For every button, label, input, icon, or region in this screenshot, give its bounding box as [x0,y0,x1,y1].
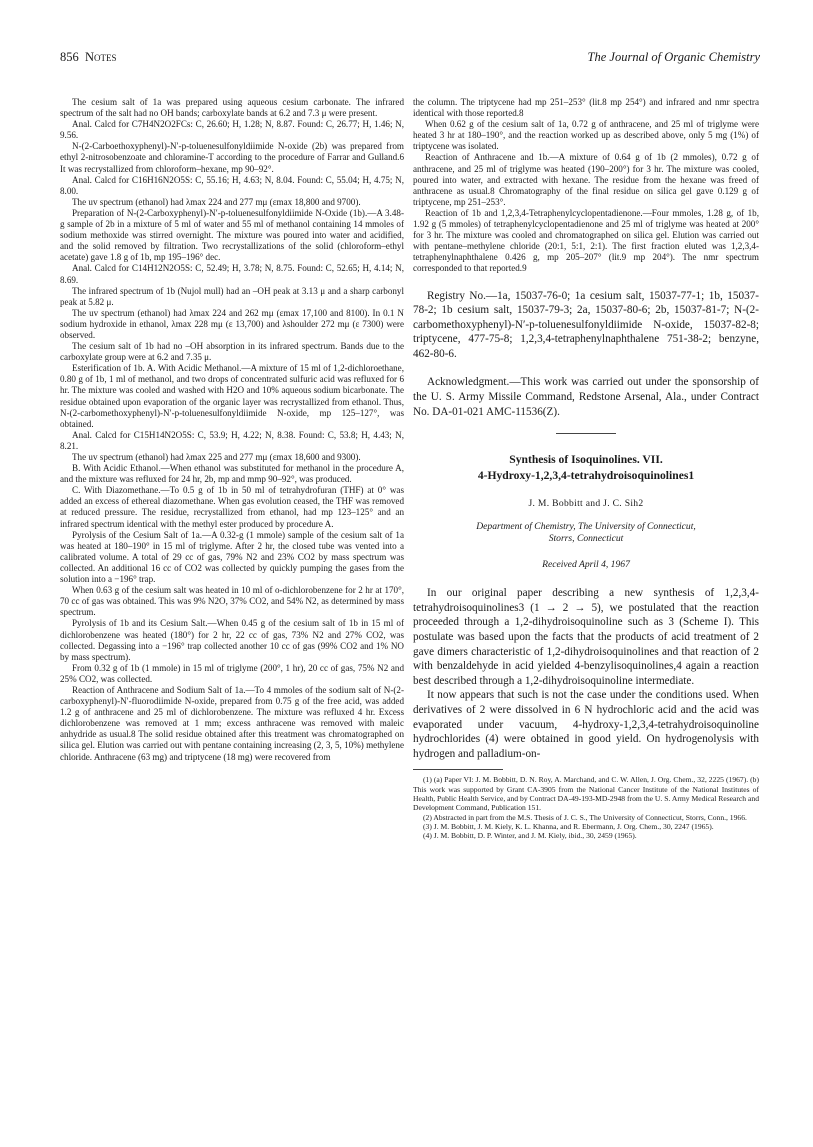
affiliation-line1: Department of Chemistry, The University of Connecticut, [476,521,696,533]
paragraph: The cesium salt of 1b had no –OH absorption in its infrared spectrum. Bands due to the carboxylate group were at 6.2 and 7.35 μ. [60,341,404,363]
paragraph: Anal. Calcd for C14H12N2O5S: C, 52.49; H, 3.78; N, 8.75. Found: C, 52.65; H, 4.14; N, 8.69. [60,263,404,285]
paragraph: Reaction of Anthracene and Sodium Salt of 1a.—To 4 mmoles of the sodium salt of N-(2-carboxyphenyl)-N′-fluorodiimide N-oxide, prepared from 0.75 g of the free acid, was added 1.2 g of anthracene and 25 ml of dichlorobenzene. The mixture was refluxed 4 hr. Excess dichlorobenzene was removed at 1 mm; excess anthracene was removed with maleic anhydride as usual.8 The solid residue obtained after this treatment was chromatographed on silica gel. Elution was carried out with pentane containing increasing (2, 3, 5, 10%) methylene chloride. Anthracene (63 mg) and triptycene (18 mg) were recovered from [60,684,404,762]
paragraph: The uv spectrum (ethanol) had λmax 225 and 277 mμ (εmax 18,600 and 9300). [72,452,361,462]
right-column [413,97,759,840]
paragraph: Reaction of 1b and 1,2,3,4-Tetraphenylcyclopentadienone.—Four mmoles, 1.28 g, of 1b, 1.92 g (5 mmoles) of tetraphenylcyclopentadienone and 25 ml of triglyme was heated at 200° for 3 hr. The mixture was cooled and chromatographed on silica gel. Elution was carried out with pentane–methylene chloride (20:1, 5:1, 2:1). The first fraction eluted was 1,2,3,4-tetraphenylnaphthalene 0.426 g, mp 205–207° (lit.9 mp 204°). The nmr spectrum corresponded to that reported.9 [413,207,759,274]
paragraph: Anal. Calcd for C16H16N2O5S: C, 55.16; H, 4.63; N, 8.04. Found: C, 55.04; H, 4.75; N, 8.00. [60,174,404,196]
paragraph: Pyrolysis of the Cesium Salt of 1a.—A 0.32-g (1 mmole) sample of the cesium salt of 1a was heated at 180–190° in 15 ml of triglyme. After 2 hr, the closed tube was vented into a calibrated volume. A total of 29 cc of gas, 79% N2 and 23% CO2 by mass spectrum was collected. An additional 16 cc of CO2 was collected by quickly pumping the gases from the solution into a −196° trap. [60,529,404,585]
affiliation-line2: Storrs, Connecticut [548,533,624,545]
paragraph: Esterification of 1b. A. With Acidic Methanol.—A mixture of 15 ml of 1,2-dichloroethane, 0.80 g of 1b, 1 ml of methanol, and two drops of concentrated sulfuric acid was refluxed for 6 hr. The mixture was cooled and washed with H2O and 10% aqueous sodium bicarbonate. The residue obtained upon evaporation of the organic layer was recrystallized from ethanol. Thus, N-(2-carbomethoxyphenyl)-N′-p-toluenesulfonyldiimide N-oxide, mp 125–127°, was obtained. [60,363,404,429]
paragraph: C. With Diazomethane.—To 0.5 g of 1b in 50 ml of tetrahydrofuran (THF) at 0° was added an excess of ethereal diazomethane. When gas evolution ceased, the THF was removed at reduced pressure. The residue, recrystallized from ethanol, had mp 123–125° and an infrared spectrum identical with the methyl ester produced by procedure A. [60,485,404,529]
paragraph: Preparation of N-(2-Carboxyphenyl)-N′-p-toluenesulfonyldiimide N-Oxide (1b).—A 3.48-g sample of 2b in a mixture of 5 ml of water and 55 ml of methanol containing 14 mmoles of sodium methoxide was stirred overnight. The mixture was poured into water and acidified, and the solid removed by filtration. Two recrystallizations of the solid (chloroform–ethyl acetate) gave 1.8 g of 1b, mp 195–196° dec. [60,207,404,263]
paragraph: B. With Acidic Ethanol.—When ethanol was substituted for methanol in the procedure A, and the mixture was refluxed for 24 hr, 2b, mp and mmp 90–92°, was produced. [60,463,404,485]
paragraph: The infrared spectrum of 1b (Nujol mull) had an –OH peak at 3.13 μ and a sharp carbonyl peak at 5.82 μ. [60,285,404,307]
paragraph: the column. The triptycene had mp 251–253° (lit.8 mp 254°) and infrared and nmr spectra identical with those reported.8 [413,97,759,119]
section-name: Notes [85,50,117,64]
paragraph: When 0.63 g of the cesium salt was heated in 10 ml of o-dichlorobenzene for 2 hr at 170°, 70 cc of gas was obtained. This was 9% N2O, 37% CO2, and 54% N2, as determined by mass spectrum. [60,585,404,618]
left-column [60,97,404,763]
paragraph: Anal. Calcd for C7H4N2O2FCs: C, 26.60; H, 1.28; N, 8.87. Found: C, 26.77; H, 1.46; N, 9.56. [60,119,404,141]
acknowledgment: Acknowledgment.—This work was carried out under the sponsorship of the U. S. Army Missile Command, Redstone Arsenal, Ala., under Contract No. DA-01-021 AMC-11536(Z). [413,376,759,418]
section-divider [556,433,616,434]
article-title-line2: 4-Hydroxy-1,2,3,4-tetrahydroisoquinolines1 [477,469,695,483]
page-number-and-section [60,50,117,65]
page-number: 856 [60,50,79,64]
article-title-line1: Synthesis of Isoquinolines. VII. [509,453,663,467]
received-date: Received April 4, 1967 [542,559,630,571]
paragraph: Reaction of Anthracene and 1b.—A mixture of 0.64 g of 1b (2 mmoles), 0.72 g of anthracene, and 25 ml of triglyme was heated (190–200°) for 3 hr. The mixture was cooled, poured into water, and extracted with hexane. The residue from the hexane was freed of anthracene as usual.8 Chromatography of the final residue on silica gel gave 0.129 g of triptycene, mp 251–253°. [413,152,759,207]
paragraph: N-(2-Carboethoxyphenyl)-N′-p-toluenesulfonyldiimide N-oxide (2b) was prepared from ethyl 2-nitrosobenzoate and chloramine-T according to the procedure of Farrar and Gulland.6 It was recrystallized from chloroform–hexane, mp 90–92°. [60,141,404,174]
paragraph: The cesium salt of 1a was prepared using aqueous cesium carbonate. The infrared spectrum of the salt had no OH bands; carboxylate bands at 6.2 and 7.3 μ were present. [60,97,404,119]
article-authors: J. M. Bobbitt and J. C. Sih2 [528,498,644,510]
journal-name: The Journal of Organic Chemistry [587,50,760,64]
article-paragraph: In our original paper describing a new synthesis of 1,2,3,4-tetrahydroisoquinolines3 (1 → 2 → 5), we postulated that the reaction proceeded through a 1,2-dihydroisoquinoline such as 3 (Scheme I). This postulate was based upon the facts that the products of acid treatment of 2 gave dimers characteristic of 1,2-dihydroisoquinolines and that reaction of 2 with benzaldehyde in acid yielded 4-benzylisoquinolines,4 again a reaction best described through a 1,2-dihydroisoquinoline intermediate. [413,587,759,687]
footnote: (3) J. M. Bobbitt, J. M. Kiely, K. L. Khanna, and R. Ebermann, J. Org. Chem., 30, 2247 (1965). [423,821,714,831]
footnote: (1) (a) Paper VI: J. M. Bobbitt, D. N. Roy, A. Marchand, and C. W. Allen, J. Org. Chem., 32, 2225 (1967). (b) This work was supported by Grant CA-3905 from the National Cancer Institute of the National Institutes of Health, Public Health Service, and by Contract DA-49-193-MD-2948 from the U. S. Army Medical Research and Development Command, Publication 151. [413,775,759,813]
page-header [60,50,760,72]
footnote: (4) J. M. Bobbitt, D. P. Winter, and J. M. Kiely, ibid., 30, 2459 (1965). [423,831,637,841]
paragraph: The uv spectrum (ethanol) had λmax 224 and 277 mμ (εmax 18,800 and 9700). [72,196,361,207]
paragraph: The uv spectrum (ethanol) had λmax 224 and 262 mμ (εmax 17,100 and 8100). In 0.1 N sodium hydroxide in ethanol, λmax 228 mμ (ε 13,700) and λshoulder 272 mμ (ε 7300) were observed. [60,307,404,340]
paragraph: From 0.32 g of 1b (1 mmole) in 15 ml of triglyme (200°, 1 hr), 20 cc of gas, 75% N2 and 25% CO2, was collected. [60,662,404,684]
article-paragraph: It now appears that such is not the case under the conditions used. When derivatives of 2 were dissolved in 6 N hydrochloric acid and the acid was evaporated under vacuum, 4-hydroxy-1,2,3,4-tetrahydroisoquinoline hydrochlorides (4) were obtained in good yield. On hydrogenolysis with hydrogen and palladium-on- [413,689,759,760]
paragraph: Anal. Calcd for C15H14N2O5S: C, 53.9; H, 4.22; N, 8.38. Found: C, 53.8; H, 4.43; N, 8.21. [60,429,404,451]
registry-numbers: Registry No.—1a, 15037-76-0; 1a cesium salt, 15037-77-1; 1b, 15037-78-2; 1b cesium salt, 15037-79-3; 2a, 15037-80-6; 2b, 15037-81-7; N-(2-carbomethoxyphenyl)-N′-p-toluenesulfonyldiimide N-oxide, 15037-82-8; triptycene, 477-75-8; 1,2,3,4-tetraphenylnaphthalene 751-38-2; benzyne, 462-80-6. [413,289,759,360]
footnote-divider [413,769,503,770]
paragraph: Pyrolysis of 1b and its Cesium Salt.—When 0.45 g of the cesium salt of 1b in 15 ml of dichlorobenzene was heated (180°) for 2 hr, 22 cc of gas, 73% N2 and 27% CO2, was collected. Degassing into a −196° trap collected another 10 cc of gas (99% CO2 and 1% NO by mass spectrum). [60,618,404,662]
paragraph: When 0.62 g of the cesium salt of 1a, 0.72 g of anthracene, and 25 ml of triglyme were heated 3 hr at 180–190°, and the reaction worked up as described above, only 5 mg (1%) of triptycene was isolated. [413,119,759,152]
footnote: (2) Abstracted in part from the M.S. Thesis of J. C. S., The University of Connecticut, Storrs, Conn., 1966. [423,812,747,822]
